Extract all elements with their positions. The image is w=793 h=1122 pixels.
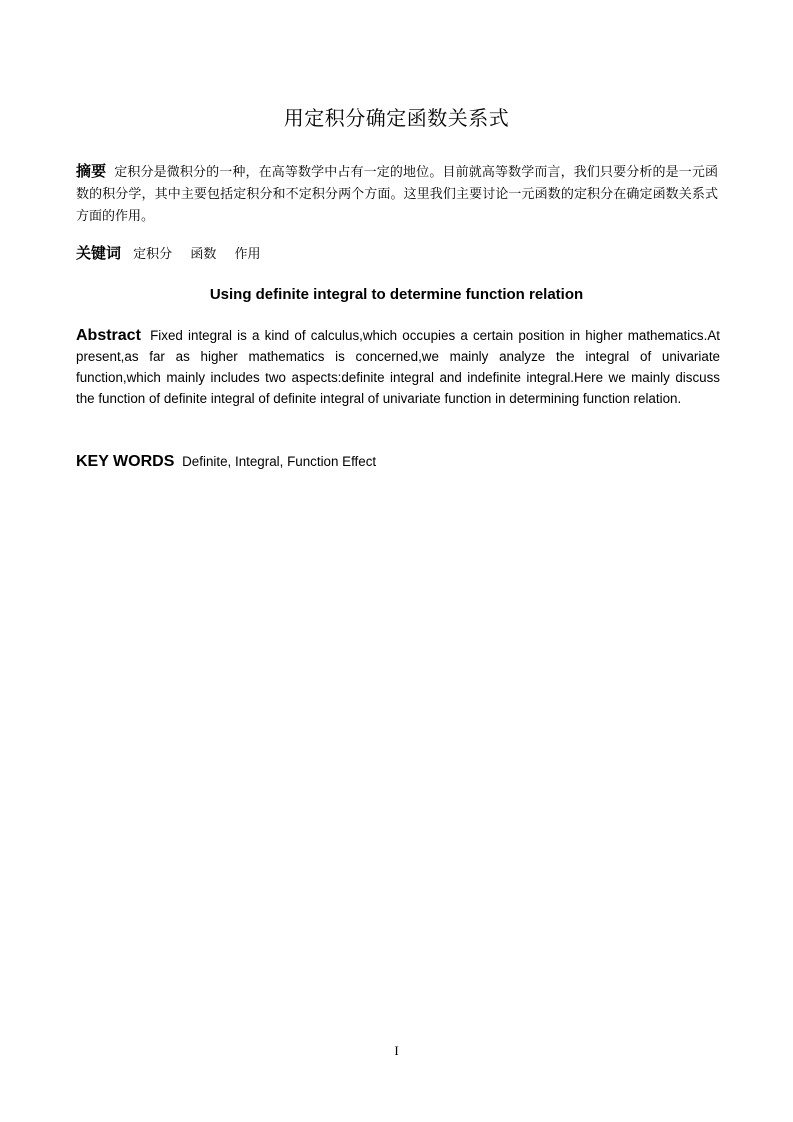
chinese-abstract bbox=[76, 160, 718, 228]
chinese-keyword: 定积分 bbox=[133, 247, 173, 262]
chinese-abstract-label: 摘要 bbox=[76, 162, 107, 180]
chinese-abstract-text: 定积分是微积分的一种，在高等数学中占有一定的地位。目前就高等数学而言，我们只要分析的是一元函数的积分学，其中主要包括定积分和不定积分两个方面。这里我们主要讨论一元函数的定积分在确定函数关系式方面的作用。 bbox=[76, 165, 718, 224]
page-number: I bbox=[394, 1043, 399, 1058]
english-abstract-label: Abstract bbox=[76, 327, 141, 344]
chinese-keywords-label: 关键词 bbox=[76, 244, 122, 262]
english-title: Using definite integral to determine function relation bbox=[209, 286, 584, 303]
english-keywords-text: Definite, Integral, Function Effect bbox=[182, 454, 377, 469]
chinese-title: 用定积分确定函数关系式 bbox=[283, 106, 510, 130]
english-keywords-label: KEY WORDS bbox=[76, 453, 175, 470]
chinese-keywords bbox=[76, 242, 274, 266]
chinese-keyword: 作用 bbox=[234, 247, 261, 262]
chinese-keyword: 函数 bbox=[190, 247, 217, 262]
english-abstract-text: Fixed integral is a kind of calculus,which occupies a certain position in higher mathematics.At present,as far as higher mathematics is concerned,we mainly analyze the integral of univariate function,which mainly includes two aspects:definite integral and indefinite integral.Here we mainly discuss the function of definite integral of definite integral of univariate function in determining function relation. bbox=[76, 328, 720, 406]
english-keywords bbox=[76, 451, 376, 472]
english-abstract bbox=[76, 325, 720, 409]
